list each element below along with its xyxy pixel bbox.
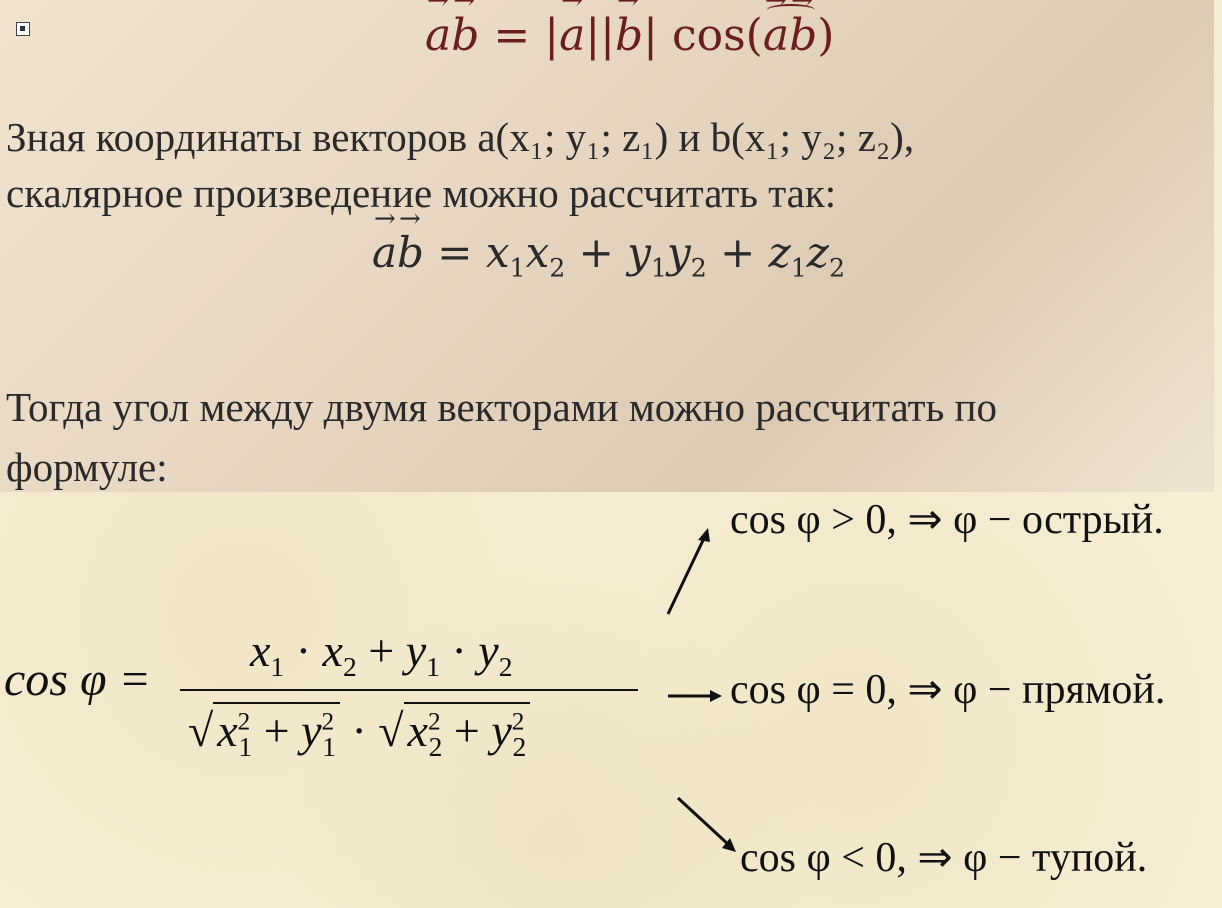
cos-phi-lhs: cos φ = — [4, 653, 151, 706]
arrow-right-head — [710, 690, 722, 702]
text-line-4: Тогда угол между двумя векторами можно рассчитать по — [6, 384, 997, 430]
bullet-icon — [16, 22, 30, 36]
fraction-numerator: $x_1 \cdot x_2 + y_1 \cdot y_2$ — [250, 625, 513, 683]
fraction-denominator: $√x^2_1 + y^2_1 \cdot √x^2_2 + y^2_2$ — [188, 702, 530, 763]
slide-bottom — [0, 492, 1222, 908]
dot-product-definition-formula: → a→ b = |→ a||→ b| cos(→ a→ b) — [425, 10, 834, 61]
arrow-up — [668, 534, 706, 614]
case-right: cos φ = 0, ⇒ φ − прямой. — [730, 667, 1166, 713]
coordinate-product-formula: → $a\to b = x_1x_2 + y_1y_2 + z_1z_2$ — [372, 228, 845, 282]
text-line-2: скалярное произведение можно рассчитать так: — [6, 170, 837, 216]
text-line-5: формуле: — [6, 444, 168, 490]
arrow-down — [678, 798, 730, 846]
case-obtuse: cos φ < 0, ⇒ φ − тупой. — [740, 835, 1148, 881]
arrow-up-head — [698, 528, 710, 542]
fraction-bar — [180, 689, 638, 691]
case-acute: cos φ > 0, ⇒ φ − острый. — [730, 497, 1164, 543]
text-line-1: Зная координаты векторов a(x₁; y₁; z₁) и b(x₁; y₂; z₂), — [6, 114, 915, 160]
